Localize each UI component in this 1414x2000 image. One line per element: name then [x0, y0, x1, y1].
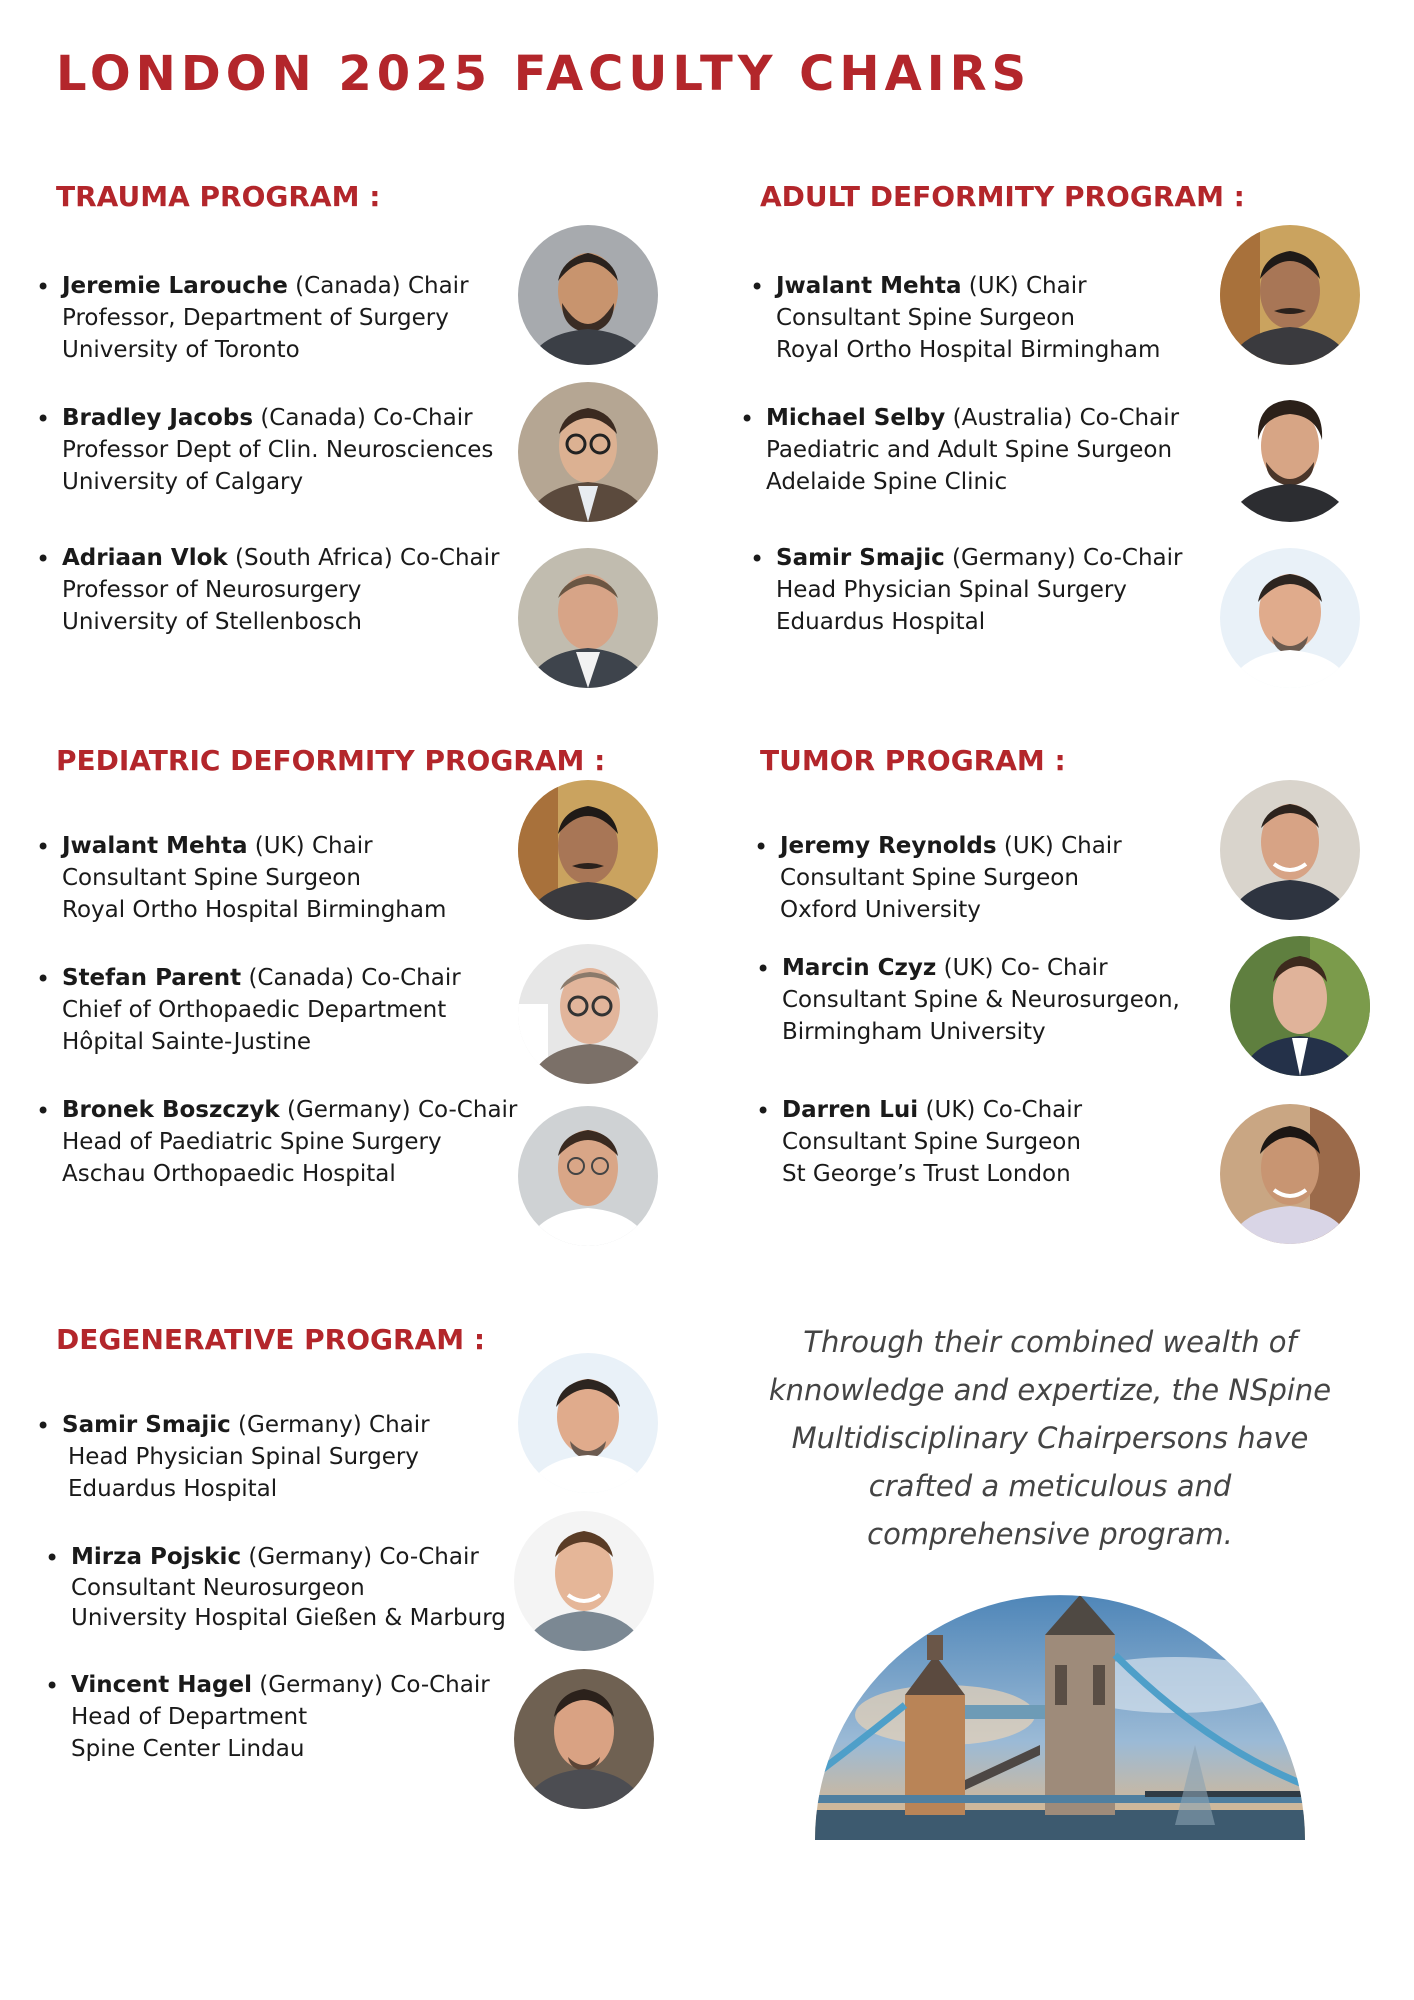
faculty-entry — [36, 830, 562, 926]
closing-quote: Through their combined wealth of knnowledge and expertize, the NSpine Multidisciplinary Chairpersons have crafted a meticulous and comprehensive program. — [768, 1325, 1332, 1551]
faculty-name: Michael Selby — [766, 405, 946, 431]
faculty-name: Samir Smajic — [776, 545, 945, 571]
faculty-institution: Birmingham University — [782, 1019, 1046, 1045]
faculty-name: Bradley Jacobs — [62, 405, 254, 431]
faculty-role: (UK) Co-Chair — [918, 1097, 1083, 1123]
faculty-entry — [45, 1669, 571, 1765]
adult-deformity-section — [740, 180, 1400, 700]
faculty-institution: Aschau Orthopaedic Hospital — [62, 1161, 396, 1187]
faculty-institution: Royal Ortho Hospital Birmingham — [776, 337, 1161, 363]
bullet-icon: • — [740, 405, 755, 433]
faculty-position: Consultant Spine Surgeon — [782, 1129, 1081, 1155]
avatar — [1230, 936, 1370, 1076]
faculty-entry — [754, 830, 1280, 926]
bullet-icon: • — [756, 1097, 771, 1125]
bullet-icon: • — [36, 405, 51, 433]
faculty-name: Stefan Parent — [62, 965, 242, 991]
avatar — [1220, 548, 1360, 688]
faculty-position: Consultant Neurosurgeon — [71, 1575, 365, 1601]
faculty-name: Darren Lui — [782, 1097, 919, 1123]
faculty-position: Professor, Department of Surgery — [62, 305, 449, 331]
bullet-icon: • — [754, 833, 769, 861]
faculty-institution: Spine Center Lindau — [71, 1736, 305, 1762]
page-title: LONDON 2025 FACULTY CHAIRS — [56, 46, 1032, 102]
faculty-institution: Oxford University — [780, 897, 981, 923]
faculty-institution: Hôpital Sainte-Justine — [62, 1029, 312, 1055]
faculty-entry — [36, 962, 562, 1058]
faculty-position: Head of Department — [71, 1704, 308, 1730]
section-heading: ADULT DEFORMITY PROGRAM : — [760, 180, 1245, 213]
faculty-entry — [36, 402, 562, 498]
bullet-icon: • — [45, 1544, 60, 1572]
avatar — [518, 1106, 658, 1246]
bullet-icon: • — [45, 1672, 60, 1700]
bullet-icon: • — [750, 545, 765, 573]
avatar — [1220, 382, 1360, 522]
avatar — [518, 225, 658, 365]
bullet-icon: • — [750, 273, 765, 301]
faculty-institution: Adelaide Spine Clinic — [766, 469, 1008, 495]
faculty-name: Jeremie Larouche — [62, 273, 288, 299]
faculty-role: (Germany) Chair — [230, 1412, 430, 1438]
faculty-entry — [36, 1094, 562, 1190]
avatar — [518, 548, 658, 688]
faculty-position: Head Physician Spinal Surgery — [776, 577, 1127, 603]
faculty-name: Vincent Hagel — [71, 1672, 252, 1698]
section-heading: TRAUMA PROGRAM : — [56, 180, 381, 213]
faculty-role: (Germany) Co-Chair — [944, 545, 1183, 571]
section-heading: DEGENERATIVE PROGRAM : — [56, 1323, 486, 1356]
avatar — [514, 1511, 654, 1651]
faculty-position: Consultant Spine Surgeon — [780, 865, 1079, 891]
faculty-position: Chief of Orthopaedic Department — [62, 997, 447, 1023]
trauma-section — [36, 180, 696, 700]
avatar — [1220, 780, 1360, 920]
section-heading: PEDIATRIC DEFORMITY PROGRAM : — [56, 744, 606, 777]
faculty-entry — [740, 402, 1266, 498]
faculty-role: (Canada) Co-Chair — [253, 405, 473, 431]
faculty-name: Mirza Pojskic — [71, 1544, 242, 1570]
tower-bridge-image — [815, 1595, 1305, 1840]
avatar — [1220, 1104, 1360, 1244]
faculty-role: (UK) Chair — [961, 273, 1087, 299]
faculty-institution: University of Toronto — [62, 337, 300, 363]
faculty-position: Consultant Spine Surgeon — [776, 305, 1075, 331]
avatar — [518, 1353, 658, 1493]
faculty-position: Consultant Spine & Neurosurgeon, — [782, 987, 1180, 1013]
faculty-role: (UK) Chair — [247, 833, 373, 859]
faculty-entry — [750, 270, 1276, 366]
faculty-name: Jwalant Mehta — [62, 833, 248, 859]
faculty-institution: St George’s Trust London — [782, 1161, 1071, 1187]
faculty-role: (South Africa) Co-Chair — [227, 545, 500, 571]
faculty-position: Professor Dept of Clin. Neurosciences — [62, 437, 494, 463]
faculty-name: Jeremy Reynolds — [780, 833, 997, 859]
faculty-entry — [45, 1541, 571, 1633]
faculty-entry — [36, 1409, 562, 1505]
faculty-role: (UK) Co- Chair — [936, 955, 1108, 981]
pediatric-deformity-section — [36, 744, 696, 1264]
bullet-icon: • — [36, 1097, 51, 1125]
faculty-entry — [36, 542, 562, 638]
faculty-role: (Canada) Co-Chair — [241, 965, 461, 991]
tumor-section — [754, 744, 1400, 1264]
faculty-name: Bronek Boszczyk — [62, 1097, 280, 1123]
faculty-position: Consultant Spine Surgeon — [62, 865, 361, 891]
avatar — [1220, 225, 1360, 365]
faculty-institution: University of Stellenbosch — [62, 609, 362, 635]
bullet-icon: • — [36, 273, 51, 301]
faculty-role: (Germany) Co-Chair — [251, 1672, 490, 1698]
bullet-icon: • — [36, 833, 51, 861]
bullet-icon: • — [756, 955, 771, 983]
faculty-position: Professor of Neurosurgery — [62, 577, 362, 603]
avatar — [518, 382, 658, 522]
faculty-entry — [750, 542, 1276, 638]
faculty-position: Head of Paediatric Spine Surgery — [62, 1129, 442, 1155]
faculty-role: (Canada) Chair — [287, 273, 469, 299]
faculty-institution: Eduardus Hospital — [776, 609, 986, 635]
bullet-icon: • — [36, 1412, 51, 1440]
faculty-name: Marcin Czyz — [782, 955, 937, 981]
faculty-name: Samir Smajic — [62, 1412, 231, 1438]
faculty-entry — [36, 270, 562, 366]
avatar — [518, 780, 658, 920]
faculty-name: Adriaan Vlok — [62, 545, 228, 571]
faculty-role: (Australia) Co-Chair — [945, 405, 1180, 431]
bullet-icon: • — [36, 965, 51, 993]
faculty-institution: University Hospital Gießen & Marburg — [71, 1605, 506, 1631]
avatar — [518, 944, 658, 1084]
faculty-institution: Eduardus Hospital — [68, 1476, 278, 1502]
faculty-entry — [756, 952, 1282, 1048]
bullet-icon: • — [36, 545, 51, 573]
faculty-position: Paediatric and Adult Spine Surgeon — [766, 437, 1173, 463]
section-heading: TUMOR PROGRAM : — [760, 744, 1066, 777]
faculty-institution: Royal Ortho Hospital Birmingham — [62, 897, 447, 923]
degenerative-section — [36, 1323, 696, 1843]
faculty-entry — [756, 1094, 1282, 1190]
faculty-name: Jwalant Mehta — [776, 273, 962, 299]
faculty-institution: University of Calgary — [62, 469, 304, 495]
faculty-role: (Germany) Co-Chair — [241, 1544, 479, 1570]
faculty-role: (UK) Chair — [996, 833, 1122, 859]
faculty-role: (Germany) Co-Chair — [279, 1097, 518, 1123]
faculty-position: Head Physician Spinal Surgery — [68, 1444, 419, 1470]
avatar — [514, 1669, 654, 1809]
